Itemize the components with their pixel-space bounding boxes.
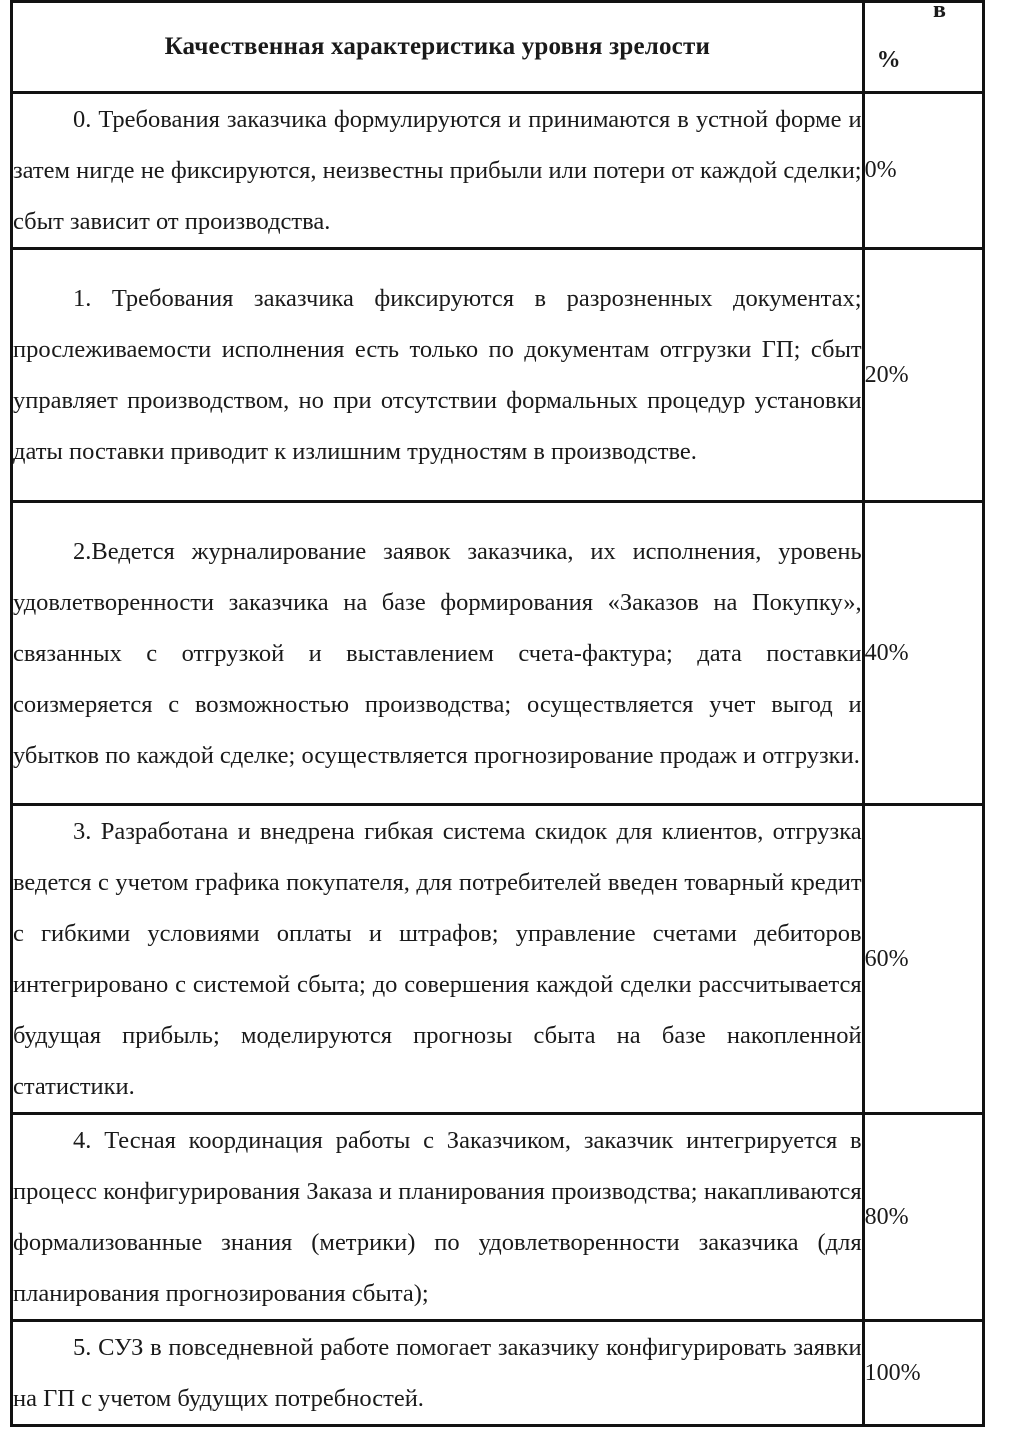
row-description: 0. Требования заказчика формулируются и принимаются в устной форме и затем нигде не фиксируются, неизвестны прибыли или потери от каждой сделки; сбыт зависит от производства. [12,93,864,249]
row-percent: 20% [863,249,983,502]
row-description: 3. Разработана и внедрена гибкая система скидок для клиентов, отгрузка ведется с учетом графика покупателя, для потребителей введен товарный кредит с гибкими условиями оплаты и штрафов; управление счетами дебиторов интегрировано с системой сбыта; до совершения каждой сделки рассчитывается будущая прибыль; моделируются прогнозы сбыта на базе накопленной статистики. [12,805,864,1114]
header-description-title: Качественная характеристика уровня зрелости [12,2,864,93]
header-percent-top: в [933,0,946,23]
table-row [12,249,984,502]
table-row [12,1321,984,1426]
row-description: 1. Требования заказчика фиксируются в разрозненных документах; прослеживаемости исполнения есть только по документам отгрузки ГП; сбыт управляет производством, но при отсутствии формальных процедур установки даты поставки приводит к излишним трудностям в производстве. [12,249,864,502]
table-row [12,1114,984,1321]
row-percent: 80% [863,1114,983,1321]
row-description: 4. Тесная координация работы с Заказчиком, заказчик интегрируется в процесс конфигурирования Заказа и планирования производства; накапливаются формализованные знания (метрики) по удовлетворенности заказчика (для планирования прогнозирования сбыта); [12,1114,864,1321]
row-percent: 40% [863,502,983,805]
row-percent: 0% [863,93,983,249]
table-row [12,502,984,805]
row-percent: 60% [863,805,983,1114]
header-percent-bottom: % [876,47,901,73]
table-header-row [12,2,984,93]
row-percent: 100% [863,1321,983,1426]
row-description: 2.Ведется журналирование заявок заказчика, их исполнения, уровень удовлетворенности заказчика на базе формирования «Заказов на Покупку», связанных с отгрузкой и выставлением счета-фактура; дата поставки соизмеряется с возможностью производства; осуществляется учет выгод и убытков по каждой сделке; осуществляется прогнозирование продаж и отгрузки. [12,502,864,805]
header-percent-cell [863,2,983,93]
row-description: 5. СУЗ в повседневной работе помогает заказчику конфигурировать заявки на ГП с учетом будущих потребностей. [12,1321,864,1426]
maturity-level-table [10,0,985,1427]
table-row [12,93,984,249]
table-row [12,805,984,1114]
